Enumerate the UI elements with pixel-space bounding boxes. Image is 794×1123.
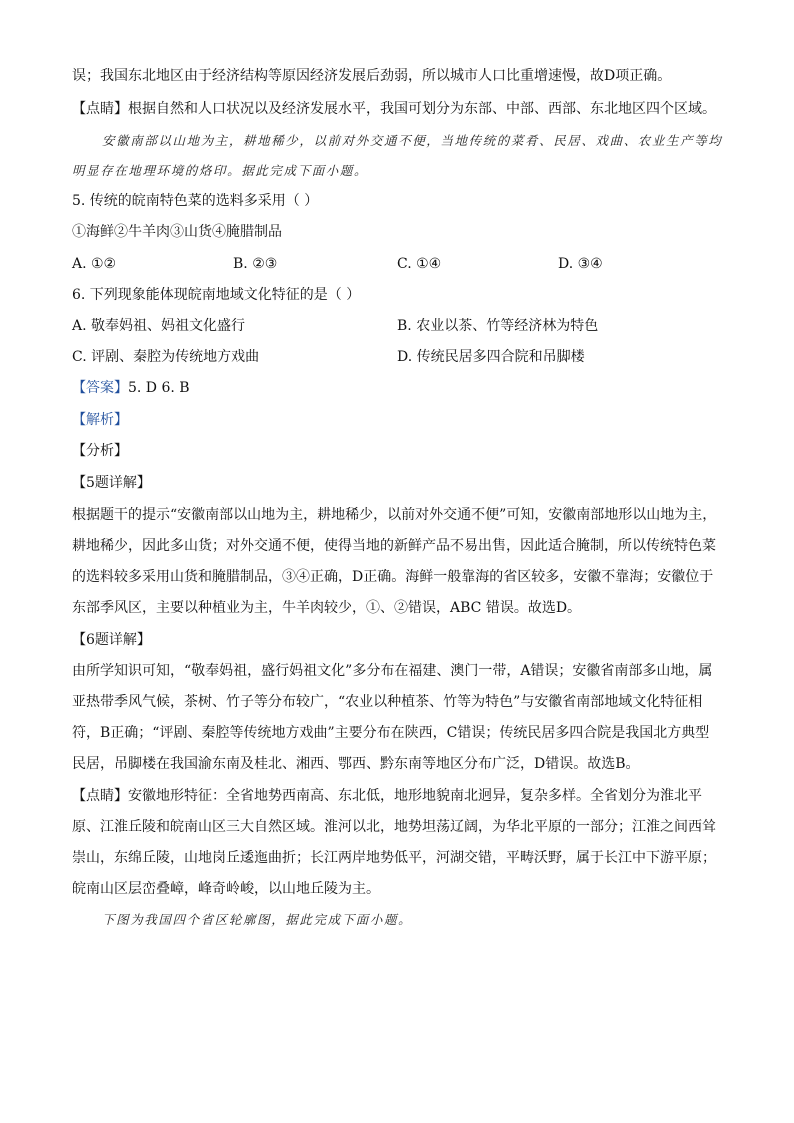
answer-line: [72, 378, 722, 398]
option-b: B. 农业以茶、竹等经济林为特色: [397, 318, 599, 334]
tip-text: 安徽地形特征：全省地势西南高、东北低，地形地貌南北迥异，复杂多样。全省划分为淮北平: [128, 788, 702, 804]
option-c: C. ①④: [397, 256, 442, 272]
analysis-tag: 【解析】: [72, 412, 128, 428]
tip-paragraph: [72, 99, 722, 119]
passage-line: 安徽南部以山地为主，耕地稀少，以前对外交通不便，当地传统的菜肴、民居、戏曲、农业生产等均: [102, 133, 723, 148]
tip-paragraph: [72, 786, 722, 806]
option-c: C. 评剧、秦腔为传统地方戏曲: [72, 349, 260, 365]
detail-line: 原、江淮丘陵和皖南山区三大自然区域。淮河以北，地势坦荡辽阔，为华北平原的一部分；江淮之间西耸: [72, 819, 716, 835]
detail-line: 崇山，东绵丘陵，山地岗丘逶迤曲折；长江两岸地势低平，河湖交错，平畴沃野，属于长江中下游平原；: [72, 850, 716, 866]
option-a: A. 敬奉妈祖、妈祖文化盛行: [72, 318, 246, 334]
detail-line: 东部季风区，主要以种植业为主，牛羊肉较少，①、②错误，ABC 错误。故选D。: [72, 600, 582, 616]
text-line: 误；我国东北地区由于经济结构等原因经济发展后劲弱，所以城市人口比重增速慢，故D项正确。: [72, 68, 672, 84]
passage-line: 明显存在地理环境的烙印。据此完成下面小题。: [72, 163, 369, 178]
tip-tag: 【点睛】: [72, 101, 128, 117]
q5-detail-tag: 【5题详解】: [72, 475, 151, 491]
detail-line: 耕地稀少，因此多山货；对外交通不便，使得当地的新鲜产品不易出售，因此适合腌制，所以传统特色菜: [72, 538, 716, 554]
answer-text: 5. D 6. B: [128, 380, 190, 396]
option-d: D. 传统民居多四合院和吊脚楼: [397, 349, 585, 365]
detail-line: 符，B正确；“评剧、秦腔等传统地方戏曲”主要分布在陕西，C错误；传统民居多四合院是我国北方典型: [72, 725, 710, 741]
detail-line: 的选料较多采用山货和腌腊制品，③④正确，D正确。海鲜一般靠海的省区较多，安徽不靠海；安徽位于: [72, 569, 714, 585]
q6-detail-tag: 【6题详解】: [72, 632, 151, 648]
detail-line: 民居，吊脚楼在我国渝东南及桂北、湘西、鄂西、黔东南等地区分布广泛，D错误。故选B。: [72, 756, 640, 772]
detail-line: 根据题干的提示“安徽南部以山地为主，耕地稀少，以前对外交通不便”可知，安徽南部地形以山地为主，: [72, 507, 717, 523]
question-5: 5. 传统的皖南特色菜的选料多采用（ ）: [72, 193, 319, 209]
answer-tag: 【答案】: [72, 380, 128, 396]
option-a: A. ①②: [72, 256, 117, 272]
option-d: D. ③④: [558, 256, 603, 272]
passage-line: 下图为我国四个省区轮廓图，据此完成下面小题。: [102, 912, 413, 927]
detail-line: 皖南山区层峦叠嶂，峰奇岭峻，以山地丘陵为主。: [72, 881, 380, 897]
detail-line: 由所学知识可知，“敬奉妈祖，盛行妈祖文化”多分布在福建、澳门一带，A错误；安徽省南部多山地，属: [72, 663, 713, 679]
question-6: 6. 下列现象能体现皖南地域文化特征的是（ ）: [72, 287, 361, 303]
fenxi-tag: 【分析】: [72, 443, 128, 459]
detail-line: 亚热带季风气候，茶树、竹子等分布较广，“农业以种植茶、竹等为特色”与安徽省南部地域文化特征相: [72, 694, 703, 710]
option-b: B. ②③: [233, 256, 278, 272]
tip-text: 根据自然和人口状况以及经济发展水平，我国可划分为东部、中部、西部、东北地区四个区域。: [128, 101, 716, 117]
question-5-items: ①海鲜②牛羊肉③山货④腌腊制品: [72, 224, 282, 240]
tip-tag: 【点睛】: [72, 788, 128, 804]
